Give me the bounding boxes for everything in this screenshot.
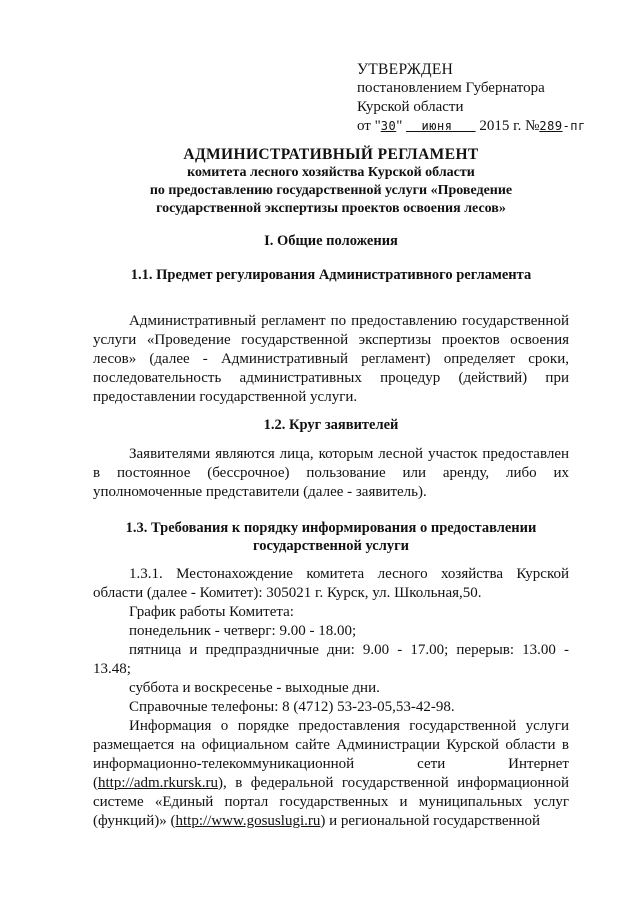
section-1-3-heading-line-1: 1.3. Требования к порядку информирования о предоставлении <box>125 520 537 536</box>
date-year: 2015 г. <box>479 118 522 134</box>
title-line-1: комитета лесного хозяйства Курской области <box>187 165 475 180</box>
schedule-weekend: суббота и воскресенье - выходные дни. <box>129 680 380 696</box>
date-month: июня <box>421 119 453 133</box>
date-prefix: от " <box>357 118 381 134</box>
location-paragraph: 1.3.1. Местонахождение комитета лесного хозяйства Курской области (далее - Комитет): 305021 г. Курск, ул. Школьная,50. <box>93 566 569 601</box>
date-day: 30 <box>380 119 397 133</box>
phones: Справочные телефоны: 8 (4712) 53-23-05,53-42-98. <box>129 699 455 715</box>
section-1-3-heading-line-2: государственной услуги <box>252 538 410 554</box>
section-1-1-heading: 1.1. Предмет регулирования Административного регламента <box>130 267 532 283</box>
number-prefix: № <box>525 118 540 134</box>
approval-block <box>357 60 586 136</box>
section-1-2-text: Заявителями являются лица, которым лесной участок предоставлен в постоянное (бессрочное) пользование или аренду, либо их уполномоченные представители (далее - заявитель). <box>93 446 569 500</box>
section-1-heading: I. Общие положения <box>264 233 398 249</box>
schedule-fri: пятница и предпраздничные дни: 9.00 - 17.00; перерыв: 13.00 - 13.48; <box>93 642 569 677</box>
approval-line-1: постановлением Губернатора <box>357 80 545 96</box>
title-line-2: по предоставлению государственной услуги «Проведение <box>149 183 513 198</box>
section-1-3-body <box>93 565 569 831</box>
approval-line-2: Курской области <box>357 99 464 115</box>
gosuslugi-link[interactable]: http://www.gosuslugi.ru <box>175 813 321 829</box>
date-quote: " <box>396 118 403 134</box>
approval-date-line <box>357 117 586 136</box>
document-title <box>100 146 562 218</box>
section-1-1-paragraph <box>93 312 569 407</box>
section-1-1-text: Административный регламент по предоставлению государственной услуги «Проведение государственной экспертизы проектов освоения лесов» (далее - Административный регламент) определяет сроки, последовательность административных процедур (действий) при предоставлении государственной услуги. <box>93 313 569 405</box>
title-line-3: государственной экспертизы проектов освоения лесов» <box>156 201 506 216</box>
section-1-2-paragraph <box>93 445 569 502</box>
section-1-3-heading <box>90 519 572 555</box>
schedule-title: График работы Комитета: <box>129 604 294 620</box>
number-suffix: -пг <box>562 119 586 133</box>
title-main: АДМИНИСТРАТИВНЫЙ РЕГЛАМЕНТ <box>183 146 479 163</box>
schedule-mon-thu: понедельник - четверг: 9.00 - 18.00; <box>129 623 357 639</box>
adm-link[interactable]: http://adm.rkursk.ru <box>98 775 218 791</box>
info-paragraph: Информация о порядке предоставления государственной услуги размещается на официальном сайте Администрации Курской области в информационно-телекоммуникационной сети Интернет (http://adm.rkursk.ru), в федеральной государственной информационной системе «Единый портал государственных и муниципальных услуг (функций)» (http://www.gosuslugi.ru) и региональной государственной <box>93 718 569 829</box>
approval-stamp: УТВЕРЖДЕН <box>357 61 454 78</box>
section-1-2-heading: 1.2. Круг заявителей <box>263 417 399 433</box>
document-number: 289 <box>539 119 563 133</box>
